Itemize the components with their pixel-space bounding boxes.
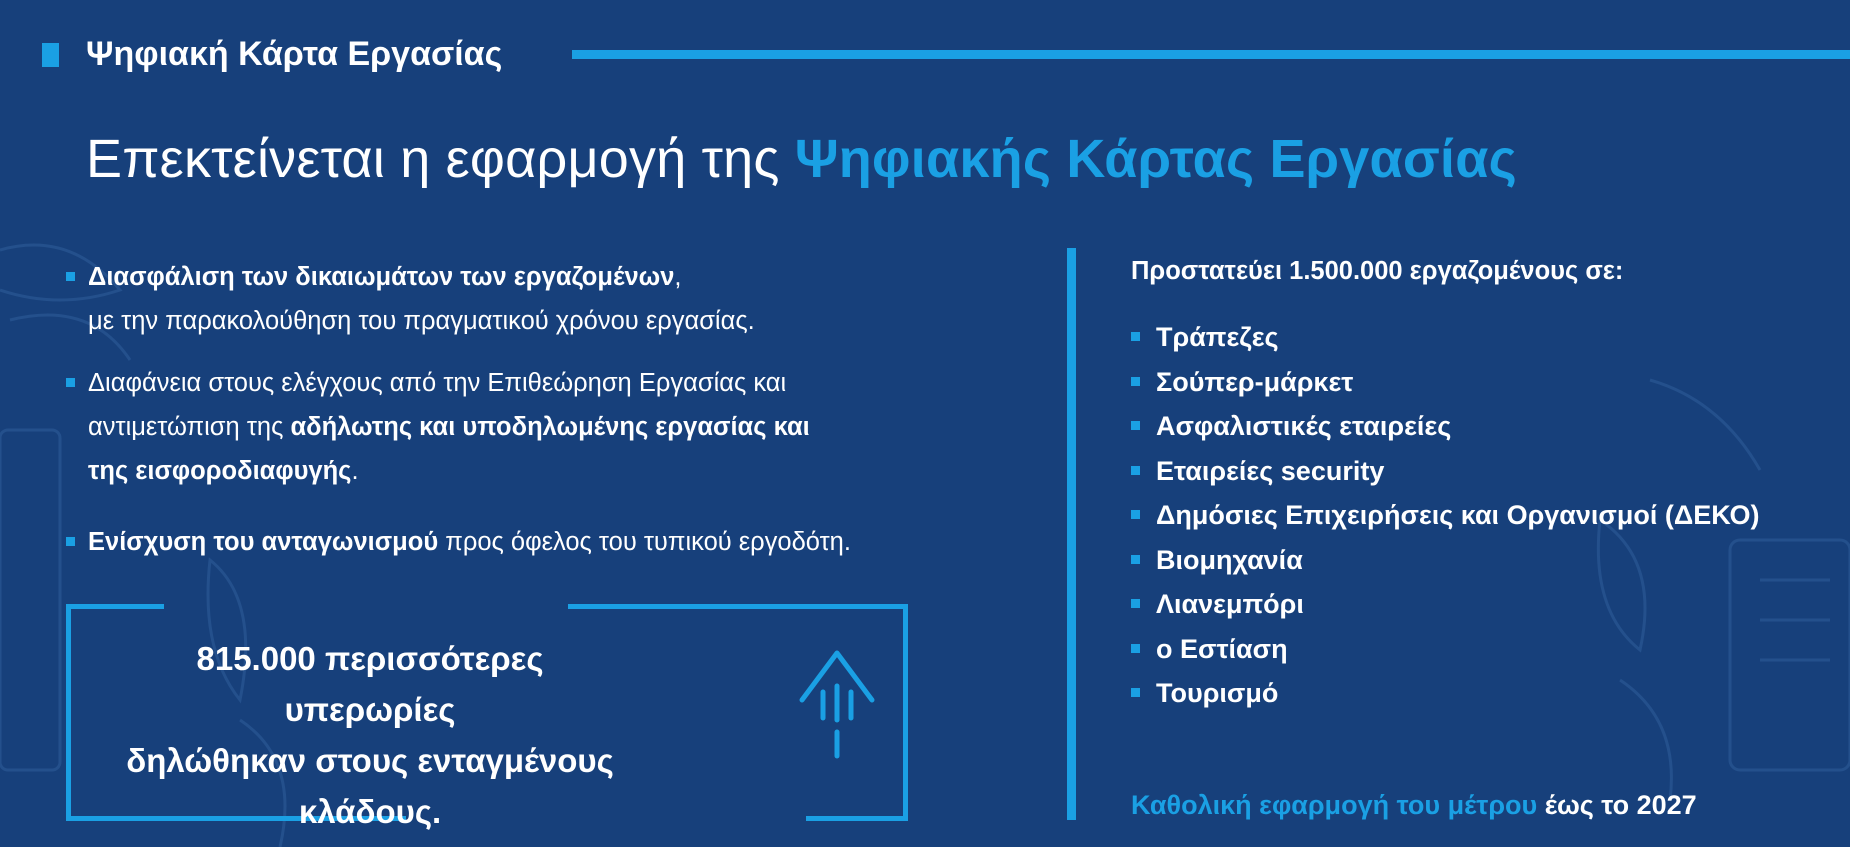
sectors-title: Προστατεύει 1.500.000 εργαζομένους σε: bbox=[1131, 257, 1624, 285]
up-arrow-icon bbox=[798, 648, 876, 760]
rollout-footer-accent: Καθολική εφαρμογή του μέτρου bbox=[1131, 790, 1538, 820]
stat-box-top-left bbox=[66, 604, 164, 609]
list-item: Τουρισμό bbox=[1131, 671, 1760, 716]
column-divider bbox=[1067, 248, 1076, 820]
stat-text bbox=[120, 633, 620, 837]
stat-line: 815.000 περισσότερες υπερωρίες bbox=[196, 640, 544, 728]
bullet-transparency-line1: Διαφάνεια στους ελέγχους από την Επιθεώρηση Εργασίας και bbox=[88, 369, 787, 397]
list-item: Τράπεζες bbox=[1131, 315, 1760, 360]
stat-box-bottom-right bbox=[806, 816, 908, 821]
bullet-square-icon bbox=[1131, 599, 1140, 608]
stat-box-top-right bbox=[568, 604, 908, 609]
bullet-competition-bold: Ενίσχυση του ανταγωνισμού bbox=[88, 528, 439, 556]
stat-line: δηλώθηκαν στους ενταγμένους bbox=[126, 742, 614, 779]
bullet-square-icon bbox=[1131, 377, 1140, 386]
list-item: ο Εστίαση bbox=[1131, 627, 1760, 672]
bullet-rights-after: , bbox=[674, 263, 682, 291]
list-item: Λιανεμπόρι bbox=[1131, 582, 1760, 627]
bullet-rights-bold: Διασφάλιση των δικαιωμάτων των εργαζομένων bbox=[88, 263, 675, 291]
list-item: Βιομηχανία bbox=[1131, 538, 1760, 583]
bullet-square-icon bbox=[1131, 510, 1140, 519]
bullet-square-icon bbox=[66, 378, 75, 387]
bullet-square-icon bbox=[66, 537, 75, 546]
bullet-square-icon bbox=[1131, 688, 1140, 697]
list-item: Σούπερ-μάρκετ bbox=[1131, 360, 1760, 405]
sectors-list bbox=[1131, 315, 1760, 716]
bullet-competition-after: προς όφελος του τυπικού εργοδότη. bbox=[438, 528, 851, 556]
stat-box-left bbox=[66, 604, 71, 821]
bullet-transparency-line2-bold: αδήλωτης και υποδηλωμένης εργασίας και bbox=[290, 413, 810, 441]
stat-line: κλάδους. bbox=[298, 793, 442, 830]
bullet-competition bbox=[66, 520, 1026, 564]
bullet-square-icon bbox=[1131, 332, 1140, 341]
list-item: Δημόσιες Επιχειρήσεις και Οργανισμοί (ΔΕΚΟ) bbox=[1131, 493, 1760, 538]
list-item: Ασφαλιστικές εταιρείες bbox=[1131, 404, 1760, 449]
header-marker bbox=[42, 43, 59, 67]
bullet-square-icon bbox=[1131, 555, 1140, 564]
stat-box-right bbox=[903, 604, 908, 821]
bullet-square-icon bbox=[1131, 466, 1140, 475]
page-title-accent: Ψηφιακής Κάρτας Εργασίας bbox=[794, 129, 1517, 189]
page-title-prefix: Επεκτείνεται η εφαρμογή της bbox=[86, 129, 795, 189]
header-title: Ψηφιακή Κάρτα Εργασίας bbox=[86, 35, 503, 73]
list-item: Εταιρείες security bbox=[1131, 449, 1760, 494]
bullet-rights-line2: με την παρακολούθηση του πραγματικού χρόνου εργασίας. bbox=[88, 307, 755, 335]
page-title bbox=[86, 128, 1517, 190]
bullet-transparency bbox=[66, 361, 1026, 493]
bullet-square-icon bbox=[66, 272, 75, 281]
bullet-square-icon bbox=[1131, 421, 1140, 430]
bullet-square-icon bbox=[1131, 644, 1140, 653]
bullet-rights bbox=[66, 255, 1026, 343]
rollout-footer bbox=[1131, 790, 1697, 821]
rollout-footer-rest: έως το 2027 bbox=[1537, 790, 1697, 820]
header-rule bbox=[572, 50, 1850, 59]
bullet-transparency-line2-pre: αντιμετώπιση της bbox=[88, 413, 291, 441]
bullet-transparency-line3-after: . bbox=[351, 457, 359, 485]
bullet-transparency-line3-bold: της εισφοροδιαφυγής bbox=[88, 457, 352, 485]
